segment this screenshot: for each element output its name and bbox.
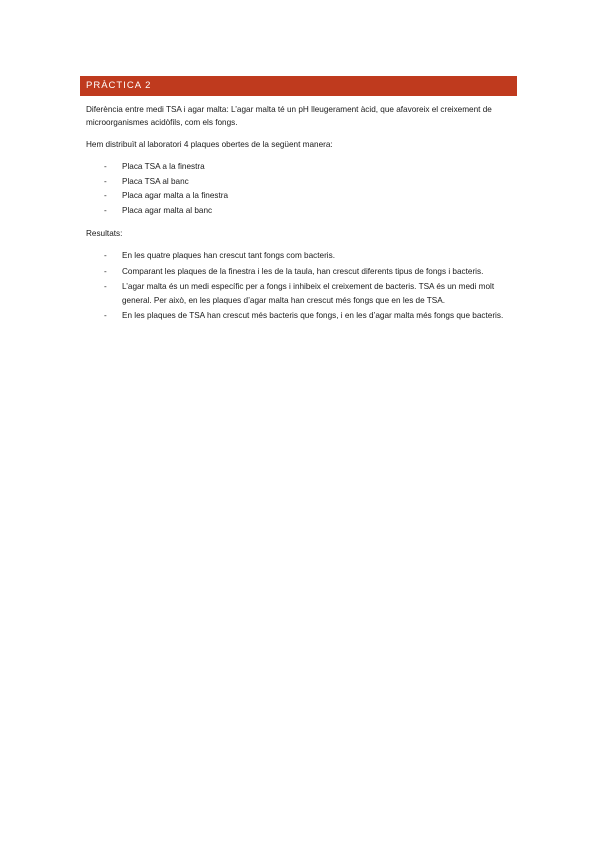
page-title: PRÀCTICA 2 — [86, 80, 152, 91]
intro-paragraph: Diferència entre medi TSA i agar malta: L’agar malta té un pH lleugerament àcid, que afavoreix el creixement de microorganismes acidòfils, com els fongs. — [86, 105, 492, 127]
list-item — [86, 175, 514, 189]
list-item-text: Placa TSA al banc — [122, 176, 189, 186]
list-item-text: Placa agar malta a la finestra — [122, 191, 229, 200]
list-item — [86, 204, 514, 218]
list-bullet: - — [104, 311, 107, 320]
list-bullet: - — [104, 266, 107, 276]
document-body — [86, 103, 514, 333]
list-bullet: - — [104, 251, 107, 260]
section-heading-bar — [80, 76, 517, 96]
list-item-text: Placa agar malta al banc — [122, 205, 213, 215]
results-heading: Resultats: — [86, 229, 123, 238]
list-bullet: - — [104, 205, 107, 215]
distribution-list — [86, 160, 514, 217]
list-item — [86, 189, 514, 203]
list-item — [86, 280, 514, 307]
list-item-text: En les quatre plaques han crescut tant fongs com bacteris. — [122, 251, 335, 260]
list-item — [86, 160, 514, 174]
list-item-text: Comparant les plaques de la finestra i les de la taula, han crescut diferents tipus de fongs i bacteris. — [122, 266, 484, 276]
results-list — [86, 249, 514, 323]
distribution-lead: Hem distribuït al laboratori 4 plaques obertes de la següent manera: — [86, 140, 333, 149]
list-item-text: L’agar malta és un medi específic per a fongs i inhibeix el creixement de bacteris. TSA és un medi molt general. Per això, en les plaques d’agar malta han crescut més fongs que en les de TSA. — [122, 282, 495, 305]
list-item-text: En les plaques de TSA han crescut més bacteris que fongs, i en les d’agar malta més fongs que bacteris. — [122, 311, 504, 320]
list-bullet: - — [104, 176, 107, 186]
list-item — [86, 249, 514, 263]
list-item — [86, 309, 514, 323]
list-bullet: - — [104, 282, 107, 291]
list-item-text: Placa TSA a la finestra — [122, 162, 205, 171]
list-bullet: - — [104, 162, 107, 171]
list-bullet: - — [104, 191, 107, 200]
list-item — [86, 265, 514, 279]
